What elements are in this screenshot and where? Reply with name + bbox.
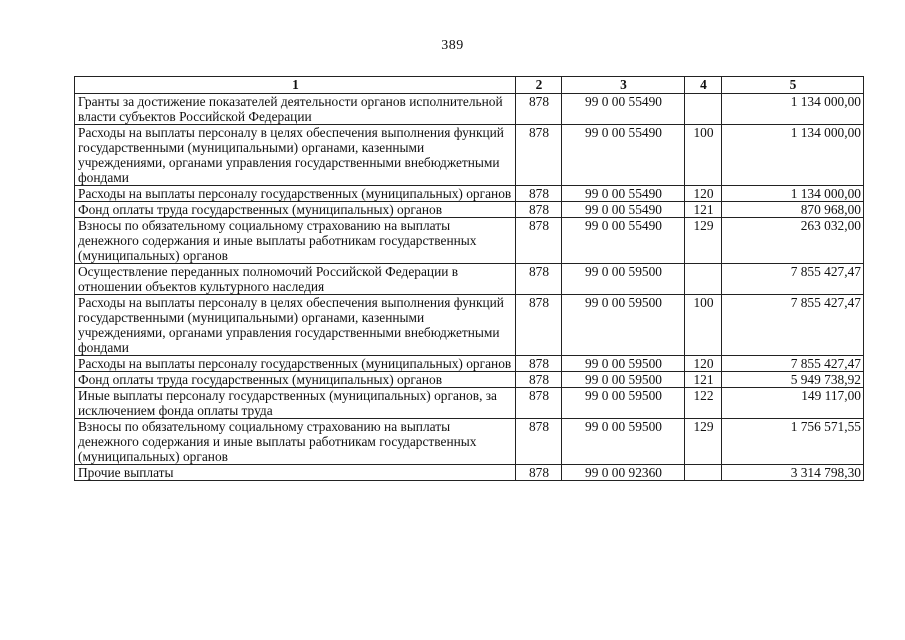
row-kind: [685, 264, 722, 295]
row-ministry: 878: [516, 94, 562, 125]
budget-table: [74, 76, 864, 481]
row-kind: [685, 465, 722, 481]
row-name: Расходы на выплаты персоналу в целях обеспечения выполнения функций государственными (муниципальными) органами, казенными учреждениями, органами управления государственными внебюджетными фондами: [75, 125, 516, 186]
row-name: Расходы на выплаты персоналу государственных (муниципальных) органов: [75, 186, 516, 202]
row-name: Взносы по обязательному социальному страхованию на выплаты денежного содержания и иные выплаты работникам государственных (муниципальных) органов: [75, 419, 516, 465]
row-ministry: 878: [516, 419, 562, 465]
row-kind: 129: [685, 218, 722, 264]
row-name: Расходы на выплаты персоналу в целях обеспечения выполнения функций государственными (муниципальными) органами, казенными учреждениями, органами управления государственными внебюджетными фондами: [75, 295, 516, 356]
page-number: 389: [441, 38, 464, 53]
table-body: [75, 94, 864, 481]
row-amount: 1 756 571,55: [722, 419, 864, 465]
header-col-3: 3: [562, 77, 685, 94]
row-amount: 263 032,00: [722, 218, 864, 264]
row-kind: 100: [685, 295, 722, 356]
header-col-2: 2: [516, 77, 562, 94]
row-kind: [685, 94, 722, 125]
row-name: Расходы на выплаты персоналу государственных (муниципальных) органов: [75, 356, 516, 372]
table-row: [75, 388, 864, 419]
row-target: 99 0 00 55490: [562, 94, 685, 125]
row-amount: 1 134 000,00: [722, 125, 864, 186]
row-target: 99 0 00 59500: [562, 356, 685, 372]
row-target: 99 0 00 59500: [562, 419, 685, 465]
row-amount: 1 134 000,00: [722, 186, 864, 202]
row-kind: 121: [685, 372, 722, 388]
row-ministry: 878: [516, 356, 562, 372]
table-row: [75, 94, 864, 125]
row-kind: 100: [685, 125, 722, 186]
row-ministry: 878: [516, 388, 562, 419]
row-amount: 7 855 427,47: [722, 295, 864, 356]
row-name: Прочие выплаты: [75, 465, 516, 481]
header-col-4: 4: [685, 77, 722, 94]
row-target: 99 0 00 55490: [562, 218, 685, 264]
row-name: Взносы по обязательному социальному страхованию на выплаты денежного содержания и иные выплаты работникам государственных (муниципальных) органов: [75, 218, 516, 264]
table-row: [75, 295, 864, 356]
header-col-1: 1: [75, 77, 516, 94]
table-row: [75, 125, 864, 186]
row-ministry: 878: [516, 186, 562, 202]
table-row: [75, 356, 864, 372]
row-ministry: 878: [516, 202, 562, 218]
table-row: [75, 218, 864, 264]
row-kind: 121: [685, 202, 722, 218]
table-row: [75, 186, 864, 202]
row-amount: 5 949 738,92: [722, 372, 864, 388]
row-target: 99 0 00 59500: [562, 295, 685, 356]
row-ministry: 878: [516, 125, 562, 186]
table-row: [75, 465, 864, 481]
row-name: Фонд оплаты труда государственных (муниципальных) органов: [75, 202, 516, 218]
row-ministry: 878: [516, 295, 562, 356]
row-kind: 120: [685, 356, 722, 372]
row-target: 99 0 00 59500: [562, 372, 685, 388]
row-target: 99 0 00 55490: [562, 186, 685, 202]
row-name: Гранты за достижение показателей деятельности органов исполнительной власти субъектов Российской Федерации: [75, 94, 516, 125]
row-amount: 149 117,00: [722, 388, 864, 419]
row-amount: 3 314 798,30: [722, 465, 864, 481]
row-amount: 7 855 427,47: [722, 356, 864, 372]
row-target: 99 0 00 59500: [562, 264, 685, 295]
row-amount: 870 968,00: [722, 202, 864, 218]
header-col-5: 5: [722, 77, 864, 94]
row-ministry: 878: [516, 264, 562, 295]
row-kind: 122: [685, 388, 722, 419]
row-ministry: 878: [516, 465, 562, 481]
row-ministry: 878: [516, 372, 562, 388]
row-target: 99 0 00 59500: [562, 388, 685, 419]
table-row: [75, 372, 864, 388]
row-target: 99 0 00 55490: [562, 125, 685, 186]
row-target: 99 0 00 55490: [562, 202, 685, 218]
row-name: Осуществление переданных полномочий Российской Федерации в отношении объектов культурного наследия: [75, 264, 516, 295]
row-kind: 120: [685, 186, 722, 202]
row-amount: 7 855 427,47: [722, 264, 864, 295]
table-row: [75, 202, 864, 218]
row-name: Фонд оплаты труда государственных (муниципальных) органов: [75, 372, 516, 388]
table-header-row: [75, 77, 864, 94]
row-ministry: 878: [516, 218, 562, 264]
row-target: 99 0 00 92360: [562, 465, 685, 481]
table-row: [75, 264, 864, 295]
row-amount: 1 134 000,00: [722, 94, 864, 125]
table-row: [75, 419, 864, 465]
row-name: Иные выплаты персоналу государственных (муниципальных) органов, за исключением фонда оплаты труда: [75, 388, 516, 419]
row-kind: 129: [685, 419, 722, 465]
